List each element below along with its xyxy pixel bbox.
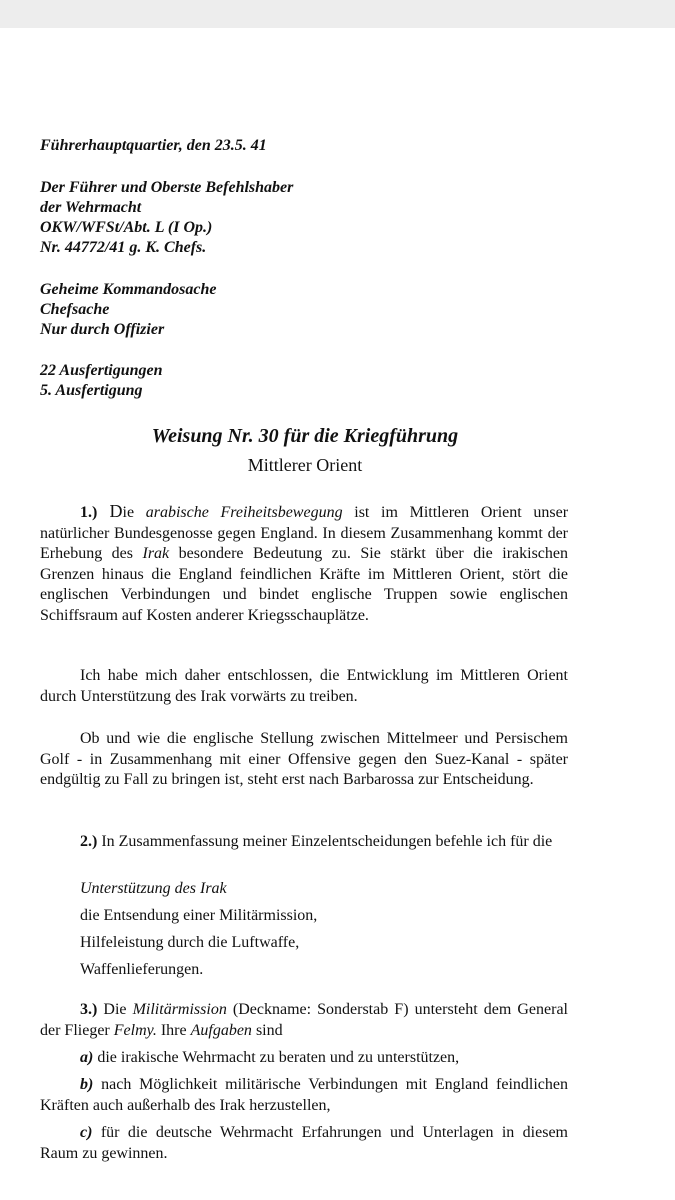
task-b: b) nach Möglichkeit militärische Verbindungen mit England feindlichen Kräften auch außerhalb des Irak herzustellen, (40, 1076, 568, 1114)
section-2-heading: Unterstützung des Irak (80, 880, 227, 897)
paragraph-barbarossa: Ob und wie die englische Stellung zwischen Mittelmeer und Persischem Golf - in Zusammenhang mit einer Offensive gegen den Suez-Kanal - später endgültig zu Fall zu bringen ist, steht erst nach Barbarossa zur Entscheidung. (40, 730, 568, 788)
sender-line-2: der Wehrmacht (40, 199, 142, 216)
emphasis-militaermission: Militärmission (132, 1001, 227, 1018)
task-a-label: a) (80, 1049, 94, 1066)
section-1-number: 1.) (80, 504, 98, 521)
emphasis-aufgaben: Aufgaben (190, 1021, 252, 1039)
section-1-paragraph: 1.) Die arabische Freiheitsbewegung ist im Mittleren Orient unser natürlicher Bundesgenosse gegen England. In diesem Zusammenhang kommt der Erhebung des Irak besondere Bedeutung zu. Sie stärkt über die irakischen Grenzen hinaus die England feindlichen Kräfte im Mittleren Orient, stört die englischen Verbindungen und bindet englische Truppen sowie englischen Schiffsraum auf Kosten anderer Kriegsschauplätze. (40, 501, 569, 624)
task-c-label: c) (80, 1124, 93, 1141)
sender-line-3: OKW/WFSt/Abt. L (I Op.) (40, 219, 213, 236)
list-item: Waffenlieferungen. (80, 961, 204, 978)
document-subtitle: Mittlerer Orient (247, 455, 363, 475)
viewer-top-bar (0, 0, 675, 28)
emphasis-freiheitsbewegung: arabische Freiheitsbewegung (145, 504, 343, 521)
location-date: Führerhauptquartier, den 23.5. 41 (40, 137, 267, 154)
task-c: c) für die deutsche Wehrmacht Erfahrungen und Unterlagen in diesem Raum zu gewinnen. (40, 1124, 568, 1162)
sender-line-4: Nr. 44772/41 g. K. Chefs. (40, 239, 207, 256)
list-item: die Entsendung einer Militärmission, (80, 907, 318, 924)
task-a: a) die irakische Wehrmacht zu beraten und zu unterstützen, (80, 1049, 460, 1066)
section-2-number: 2.) (80, 833, 98, 850)
section-2-paragraph: 2.) In Zusammenfassung meiner Einzelentscheidungen befehle ich für die (80, 833, 553, 850)
sender-line-1: Der Führer und Oberste Befehlshaber (40, 179, 294, 196)
emphasis-irak: Irak (142, 545, 170, 562)
emphasis-felmy: Felmy. (113, 1021, 157, 1039)
section-3-number: 3.) (80, 1001, 98, 1018)
document-page (0, 28, 675, 1200)
document-title: Weisung Nr. 30 für die Kriegführung (151, 425, 459, 447)
classification-line-1: Geheime Kommandosache (40, 281, 217, 298)
paragraph-decision: Ich habe mich daher entschlossen, die Entwicklung im Mittleren Orient durch Unterstützung des Irak vorwärts zu treiben. (40, 667, 568, 705)
list-item: Hilfeleistung durch die Luftwaffe, (80, 934, 300, 951)
classification-line-2: Chefsache (40, 301, 110, 318)
section-3-paragraph: 3.) Die Militärmission (Deckname: Sonderstab F) untersteht dem General der Flieger Felmy. Ihre Aufgaben sind (40, 1001, 569, 1039)
copies-line-2: 5. Ausfertigung (40, 382, 143, 399)
classification-line-3: Nur durch Offizier (40, 321, 165, 338)
copies-line-1: 22 Ausfertigungen (40, 362, 163, 379)
task-b-label: b) (80, 1076, 94, 1093)
